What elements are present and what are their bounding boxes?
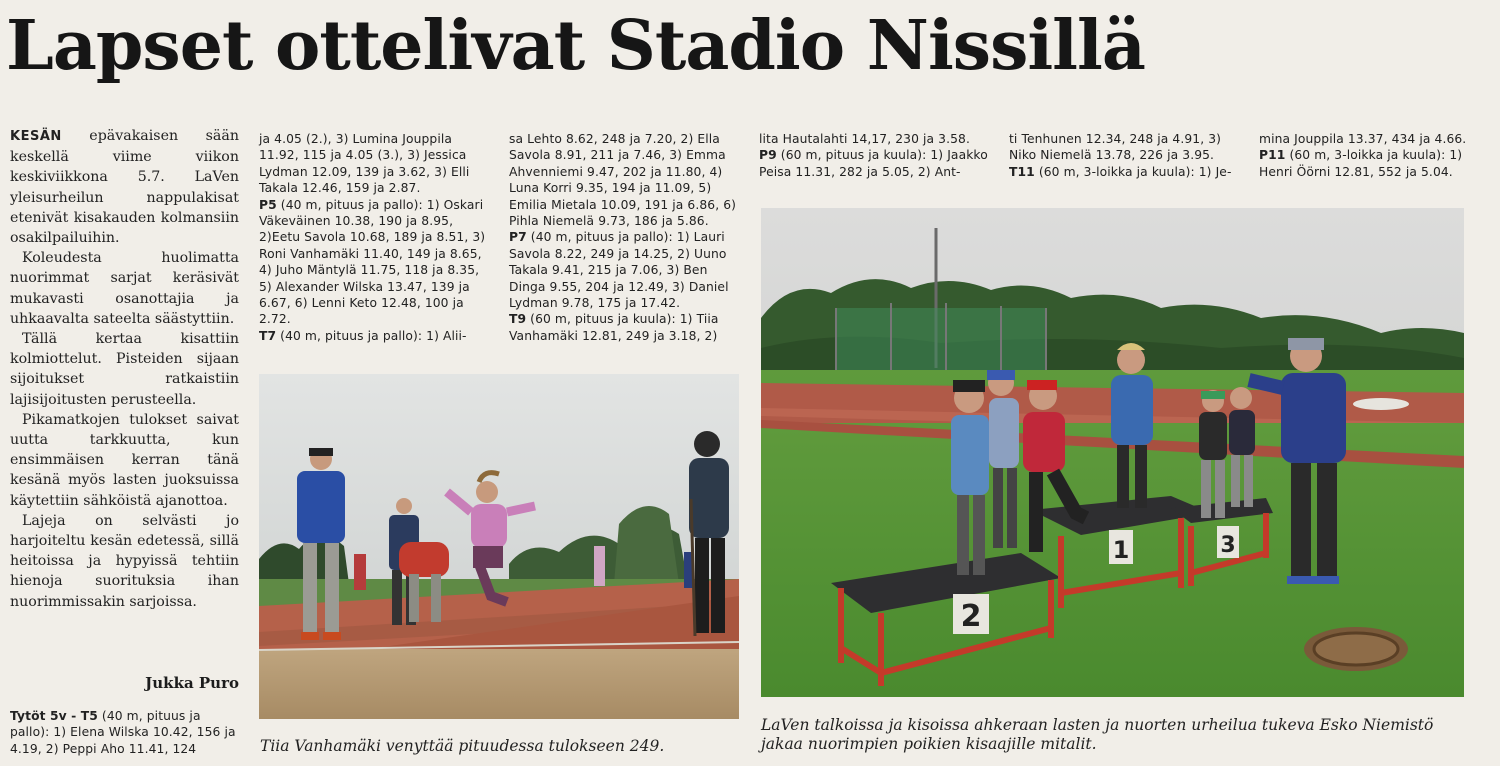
official-figure [689,431,729,636]
result-text: mina Jouppila 13.37, 434 ja 4.66. [1259,132,1467,146]
result-text: ti Tenhunen 12.34, 248 ja 4.91, 3) Niko Niemelä 13.78, 226 ja 3.95. [1009,132,1222,163]
result-block [509,311,741,344]
podium-caption: LaVen talkoissa ja kisoissa ahkeraan lasten ja nuorten urheilua tukeva Esko Niemistö jakaa nuorimpien poikien kisaajille mitalit. [761,716,1434,753]
article-body [10,126,239,612]
result-text: (60 m, 3-loikka ja kuula): 1) Henri Öörni 12.81, 552 ja 5.04. [1259,148,1463,179]
result-block [259,197,491,328]
result-text: (60 m, pituus ja kuula): 1) Jaakko Peisa 11.31, 282 ja 5.05, 2) Ant- [759,148,988,179]
result-class: T7 [259,328,277,343]
result-class: P7 [509,230,527,245]
result-block [759,131,991,147]
results-column-4 [759,131,991,180]
result-block [1259,147,1495,180]
result-text: (40 m, pituus ja pallo): 1) Lauri Savola 8.22, 249 ja 14.25, 2) Uuno Takala 9.41, 215 ja 7.06, 3) Ben Dinga 9.55, 204 ja 12.49, 3) Daniel Lydman 9.78, 175 ja 17.42. [509,230,729,311]
result-text: (40 m, pituus ja pallo): 1) Elena Wilska 10.42, 156 ja 4.19, 2) Peppi Aho 11.41, 124 [10,709,236,756]
result-block [259,328,491,344]
headline: Lapset ottelivat Stadio Nissillä [6,6,1145,86]
paragraph-2: Koleudesta huolimatta nuorimmat sarjat keräsivät mukavasti osanottajia ja uhkaavalta sateelta säästyttiin. [10,250,239,327]
result-block [259,131,491,197]
result-block [759,147,991,180]
result-text: (40 m, pituus ja pallo): 1) Oskari Väkeväinen 10.38, 190 ja 8.95, 2)Eetu Savola 10.68, 189 ja 8.51, 3) Roni Vanhamäki 11.40, 149 ja 8.65, 4) Juho Mäntylä 11.75, 118 ja 8.35, 5) Alexander Wilska 13.47, 139 ja 6.67, 6) Lenni Keto 12.48, 100 ja 2.72. [259,197,486,327]
result-class: T9 [509,312,527,327]
result-text: (40 m, pituus ja pallo): 1) Alii- [276,328,467,343]
result-text: sa Lehto 8.62, 248 ja 7.20, 2) Ella Savola 8.91, 211 ja 7.46, 3) Emma Ahvenniemi 9.47, 202 ja 11.80, 4) Luna Korri 9.35, 194 ja 11.09, 5) Emilia Mietala 10.09, 191 ja 6.86, 6) Pihla Niemelä 9.73, 186 ja 5.86. [509,132,737,229]
results-column-3 [509,131,741,344]
result-block [509,131,741,229]
result-class: P9 [759,148,777,163]
results-column-1 [10,708,239,757]
paragraph-4: Pikamatkojen tulokset saivat uutta tarkkuutta, kun ensimmäisen kerran tänä kesänä myös lasten juoksuissa käytettiin sähköistä ajanottoa. [10,411,239,509]
byline: Jukka Puro [145,674,239,692]
paragraph-1 [10,126,239,248]
paragraph-1-text: epävakaisen sään keskellä viime viikon keskiviikkona 5.7. LaVen yleisurheilun nappulakisat etenivät kisakauden kolmansiin osakilpailuihin. [10,128,239,247]
podium-number-2: 2 [960,599,982,634]
result-text: (60 m, 3-loikka ja kuula): 1) Je- [1034,164,1232,179]
podium-number-1: 1 [1112,536,1130,564]
paragraph-5: Lajeja on selvästi jo harjoiteltu kesän edetessä, sillä heitoissa ja hypyissä tehtiin hienoja suorituksia ihan nuorimmissakin sarjoissa. [10,512,239,610]
result-class: P5 [259,197,277,212]
results-column-5 [1009,131,1244,180]
podium-photo-image [761,208,1464,697]
results-column-2 [259,131,491,344]
podium-photo [761,208,1464,697]
lead-word: KESÄN [10,129,62,144]
result-block [1009,131,1244,164]
result-text: ja 4.05 (2.), 3) Lumina Jouppila 11.92, 115 ja 4.05 (3.), 3) Jessica Lydman 12.09, 139 ja 3.62, 3) Elli Takala 12.46, 159 ja 2.87. [259,132,470,196]
result-class: Tytöt 5v - T5 [10,709,98,723]
result-text: lita Hautalahti 14,17, 230 ja 3.58. [759,132,970,146]
result-class: T11 [1009,164,1035,179]
result-text: (60 m, pituus ja kuula): 1) Tiia Vanhamäki 12.81, 249 ja 3.18, 2) [509,312,719,343]
paragraph-3: Tällä kertaa kisattiin kolmiottelut. Pisteiden sijaan sijoitukset ratkaistiin lajisijoitusten perusteella. [10,331,239,408]
long-jump-caption: Tiia Vanhamäki venyttää pituudessa tulokseen 249. [260,737,665,755]
result-block [10,708,239,757]
result-block [509,229,741,311]
podium-number-3: 3 [1220,533,1236,558]
result-block [1259,131,1495,147]
results-column-6 [1259,131,1495,180]
long-jump-photo [259,374,739,719]
long-jump-photo-image [259,374,739,719]
result-class: P11 [1259,148,1286,163]
result-block [1009,164,1244,180]
